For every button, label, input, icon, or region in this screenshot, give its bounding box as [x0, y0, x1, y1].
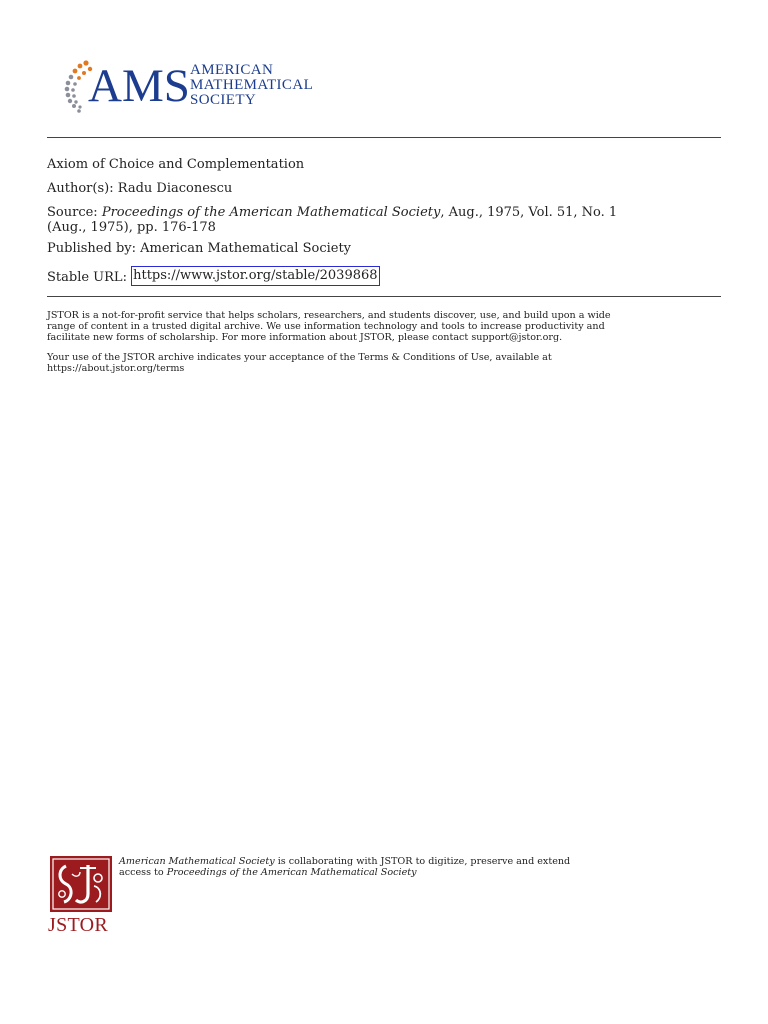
ams-logo-letters: AMS: [88, 60, 190, 112]
authors-label: Author(s):: [47, 181, 114, 196]
stable-url-row: [47, 268, 727, 288]
about-line-2: range of content in a trusted digital archive. We use information technology and tools to increase productivity and: [47, 321, 605, 332]
collab-journal: Proceedings of the American Mathematical Society: [166, 867, 417, 878]
article-source: [47, 205, 727, 235]
collaboration-notice: [119, 856, 719, 878]
jstor-about-notice: [47, 310, 727, 343]
collab-text: is collaborating with JSTOR to digitize, preserve and extend: [274, 856, 571, 867]
jstor-wordmark: JSTOR: [48, 914, 109, 936]
collab-text-2: access to: [119, 867, 167, 878]
source-label: Source:: [47, 205, 98, 220]
terms-line-2: https://about.jstor.org/terms: [47, 363, 185, 374]
source-journal: Proceedings of the American Mathematical Society: [101, 205, 441, 220]
publisher-value: American Mathematical Society: [140, 241, 352, 256]
article-authors: [47, 181, 727, 196]
ams-logo: [60, 58, 340, 118]
jstor-terms-notice: [47, 352, 727, 374]
article-title: Axiom of Choice and Complementation: [47, 157, 305, 172]
source-details-line-2: (Aug., 1975), pp. 176-178: [47, 220, 216, 235]
stable-url-link[interactable]: https://www.jstor.org/stable/2039868: [131, 266, 379, 286]
top-divider: [47, 137, 721, 138]
middle-divider: [47, 296, 721, 297]
source-details-line-1: , Aug., 1975, Vol. 51, No. 1: [440, 205, 618, 220]
ams-name-line-3: SOCIETY: [190, 92, 257, 108]
ams-name-line-2: MATHEMATICAL: [190, 77, 314, 93]
jstor-logo: [48, 856, 114, 936]
about-line-3: facilitate new forms of scholarship. For more information about JSTOR, please contact support@jstor.org.: [47, 332, 563, 343]
ams-logo-name: [190, 63, 313, 108]
authors-value: Radu Diaconescu: [117, 181, 233, 196]
article-publisher: [47, 241, 727, 256]
terms-line-1: Your use of the JSTOR archive indicates your acceptance of the Terms & Conditions of Use, available at: [47, 352, 552, 363]
stable-url-label: Stable URL:: [47, 270, 127, 285]
collab-org: American Mathematical Society: [119, 856, 275, 867]
about-line-1: JSTOR is a not-for-profit service that helps scholars, researchers, and students discover, use, and build upon a wide: [47, 310, 611, 321]
jstor-emblem-icon: [50, 856, 112, 912]
publisher-label: Published by:: [47, 241, 136, 256]
ams-name-line-1: AMERICAN: [190, 62, 274, 78]
